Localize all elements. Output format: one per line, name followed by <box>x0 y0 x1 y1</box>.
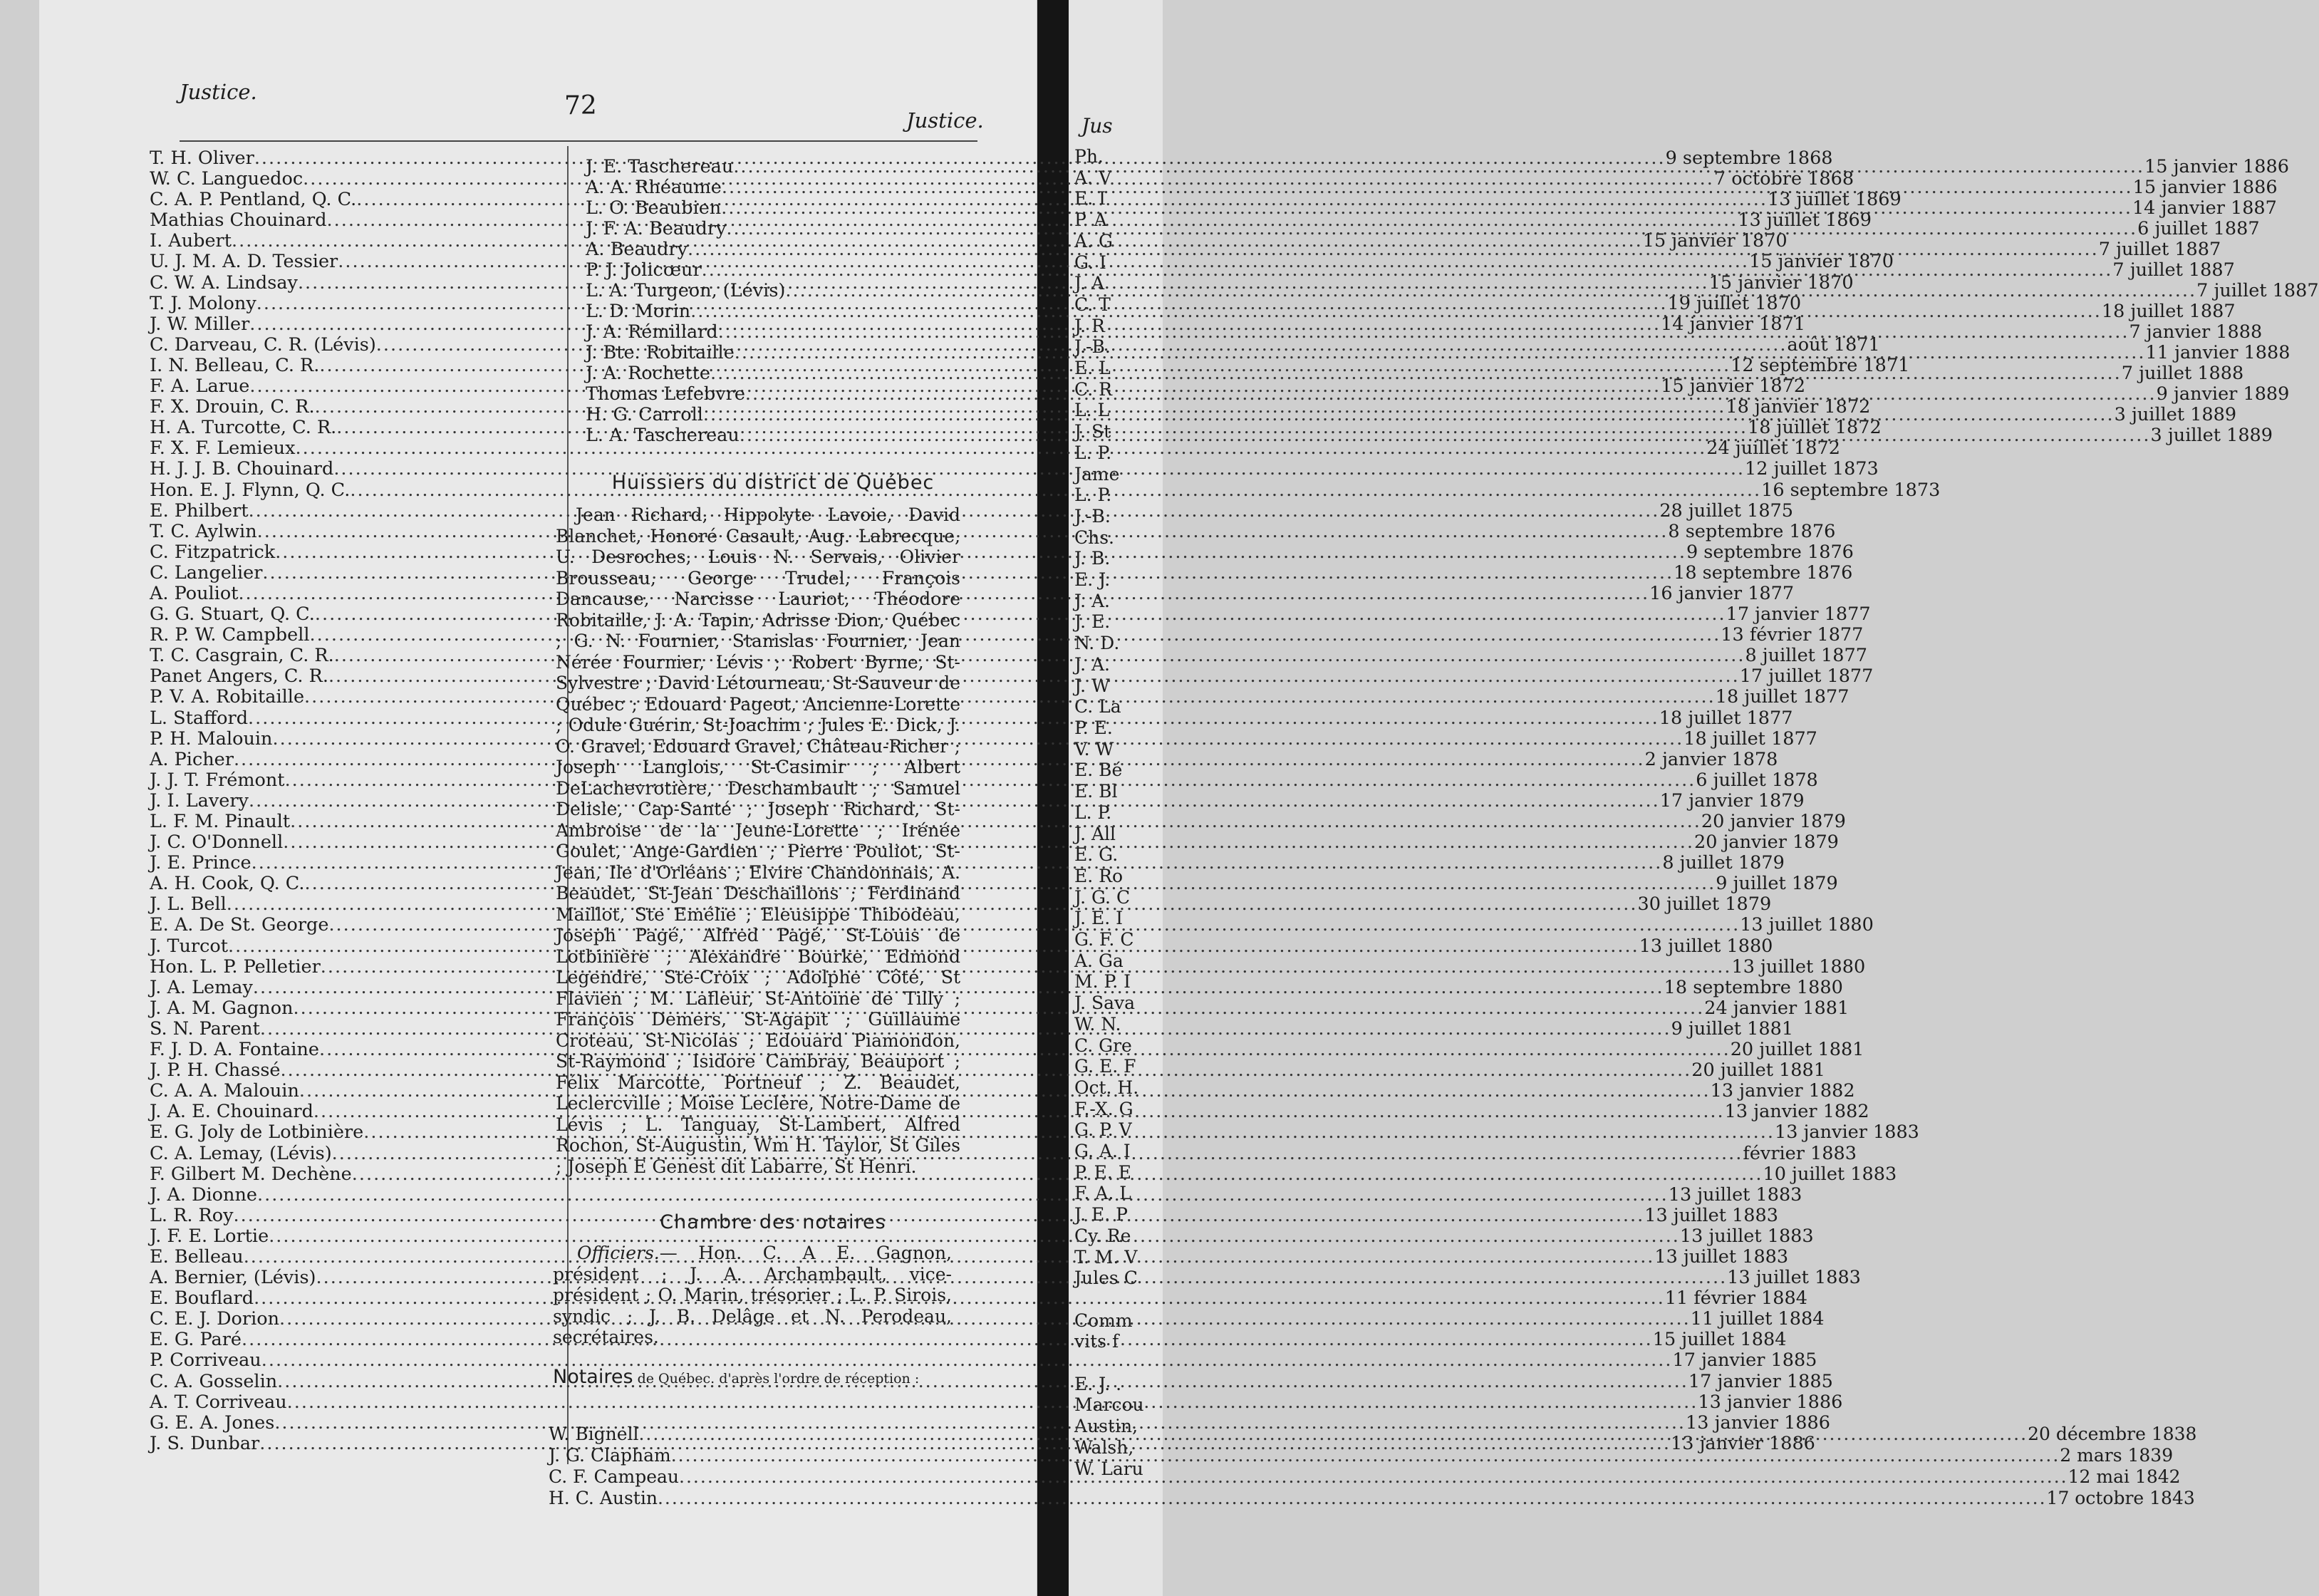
dot-leader <box>287 1392 1698 1413</box>
entry-name: C. Fitzpatrick <box>150 541 276 563</box>
entry-name: U. J. M. A. D. Tessier <box>150 251 338 273</box>
dot-leader <box>310 625 1721 646</box>
entry-date: 20 janvier 1879 <box>1693 831 1839 854</box>
entry-name: P. J. Jolicœur <box>586 259 702 281</box>
entry-name: A. A. Rhéaume <box>586 177 722 198</box>
entry-name: C. A. P. Pentland, Q. C. <box>150 189 357 211</box>
entry-date: 17 janvier 1885 <box>1672 1349 1817 1372</box>
entry-name: L. A. Turgeon, (Lévis) <box>586 280 786 301</box>
entry-date: 13 juillet 1880 <box>1639 935 1773 957</box>
entry-date: 12 mai 1842 <box>2068 1466 2181 1487</box>
dot-leader <box>272 729 1684 750</box>
facing-line: C. T <box>1074 294 1111 315</box>
entry-date: 16 septembre 1873 <box>1761 479 1941 501</box>
entry-date: 11 janvier 1888 <box>2145 342 2291 363</box>
entry-date: 20 juillet 1881 <box>1730 1039 1864 1061</box>
dot-leader <box>710 363 2122 384</box>
dot-leader <box>721 198 2132 219</box>
chambre-title: Chambre des notaires <box>660 1211 886 1233</box>
entry-name: E. G. Joly de Lotbinière <box>150 1121 364 1144</box>
dot-leader <box>319 1040 1731 1060</box>
entry-name: J. P. H. Chassé <box>150 1059 281 1082</box>
dot-leader <box>283 832 1694 853</box>
entry-name: E. A. De St. George <box>150 914 329 936</box>
entry-date: 6 juillet 1878 <box>1696 769 1818 791</box>
dot-leader <box>688 239 2099 260</box>
entry-name: J. A. M. Gagnon <box>150 997 294 1019</box>
running-title-left: Justice. <box>180 80 257 104</box>
entry-date: 13 juillet 1883 <box>1727 1267 1861 1289</box>
entry-date: 9 septembre 1868 <box>1665 147 1833 169</box>
entry-date: 13 janvier 1883 <box>1774 1121 1919 1144</box>
entry-date: 8 juillet 1879 <box>1662 852 1785 874</box>
facing-line: Walsh, <box>1074 1436 1134 1458</box>
facing-line: G. P. V <box>1074 1119 1132 1141</box>
dot-leader <box>260 1019 1671 1040</box>
entry-date: 10 juillet 1883 <box>1763 1163 1897 1185</box>
entry-date: 11 février 1884 <box>1664 1287 1807 1310</box>
entry-name: J. F. E. Lortie <box>150 1225 269 1247</box>
entry-date: 13 juillet 1880 <box>1740 914 1874 936</box>
facing-line: F. A. L <box>1074 1183 1131 1204</box>
entry-name: J. E. Taschereau <box>586 156 734 177</box>
dot-leader <box>305 874 1716 894</box>
facing-line: J. R <box>1074 315 1105 336</box>
entry-date: 15 janvier 1870 <box>1748 251 1894 273</box>
entry-name: G. E. A. Jones <box>150 1411 275 1434</box>
dot-leader <box>275 542 1686 563</box>
entry-name: L. A. Taschereau <box>586 425 740 446</box>
entry-name: H. J. J. B. Chouinard <box>150 458 334 480</box>
huissiers-text: Jean Richard, Hippolyte Lavoie, David Blanchet, Honoré Casault, Aug. Labrecque, U. Desroches, Louis N. Servais, Olivier Brousseau, George Trudel, François Dancause, Narcisse Lauriot, Théodore Robitaille, J. A. Tapin, Adrisse Dion, Québec ; G. N. Fournier, Stanislas Fournier, Jean Nérée Fournier, Lévis ; Robert Byrne, St-Sylvestre ; David Létourneau, St-Sauveur de Québec ; Edouard Pageot, Ancienne-Lorette ; Odule Guérin, St-Joachim ; Jules E. Dick, J. O. Gravel, Edouard Gravel, Château-Richer ; Joseph Langlois, St-Casimir ; Albert DeLachevrotière, Deschambault ; Samuel Delisle, Cap-Santé ; Joseph Richard, St-Ambroise de la Jeune-Lorette ; Irénée Goulet, Ange-Gardien ; Pierre Pouliot, St-Jean, Ile d'Orléans ; Elvire Chandonnais, A. Beaudet, St-Jean Deschaillons ; Ferdinand Maillot, Ste Emélie ; Eleusippe Thibodeau, Joseph Pagé, Alfred Pagé, St-Louis de Lotbinière ; Alexandre Bourke, Edmond Legendre, Ste-Croix ; Adolphe Côté, St Flavien ; M. Lafleur, St-Antoine de Tilly ; François Demers, St-Agapit ; Guillaume Croteau, St-Nicolas ; Edouard Piamondon, St-Raymond ; Isidore Cambray, Beauport ; Félix Marcotte, Portneuf ; Z. Beaudet, Leclercville ; Moïse Leclère, Notre-Dame de Lévis ; L. Tanguay, St-Lambert, Alfred Rochon, St-Augustin, Wm H. Taylor, St Giles ; Joseph E Genest dit Labarre, St Henri. <box>556 504 960 1177</box>
dot-leader <box>299 1081 1711 1102</box>
facing-line: Comm <box>1074 1310 1133 1331</box>
entry-name: J. G. Clapham <box>549 1445 671 1466</box>
entry-name: J. C. O'Donnell <box>150 831 284 854</box>
entry-name: Panet Angers, C. R. <box>150 665 328 688</box>
huissiers-title: Huissiers du district de Québec <box>611 472 935 494</box>
entry-date: 17 octobre 1843 <box>2046 1488 2195 1508</box>
entry-date: août 1871 <box>1787 333 1880 356</box>
dot-leader <box>702 260 2113 281</box>
entry-name: E. G. Paré <box>150 1329 242 1351</box>
officiers-text: — Hon. C. A E. Gagnon, président ; J. A. Archambault, vice-président ; O. Marin, trésorier ; L. P. Sirois, syndic ; J. B. Delâge et N. Perodeau, secrétaires. <box>553 1243 952 1347</box>
facing-line: E. I <box>1074 188 1106 209</box>
entry-date: 15 janvier 1870 <box>1708 271 1854 294</box>
entry-name: A. Bernier, (Lévis) <box>150 1267 316 1289</box>
facing-line: L. L <box>1074 400 1110 421</box>
entry-date: 13 février 1877 <box>1721 624 1864 646</box>
notaire-entry <box>549 1488 2195 1509</box>
entry-date: 9 juillet 1881 <box>1671 1017 1794 1040</box>
facing-line: Marcou <box>1074 1394 1144 1416</box>
entry-date: 13 juillet 1883 <box>1644 1204 1778 1226</box>
facing-line: T. M. V <box>1074 1246 1138 1268</box>
entry-name: G. G. Stuart, Q. C. <box>150 603 315 626</box>
entry-date: 11 juillet 1884 <box>1690 1308 1825 1330</box>
entry-name: P. V. A. Robitaille <box>150 686 305 708</box>
dot-leader <box>285 770 1696 791</box>
entry-date: 8 septembre 1876 <box>1668 520 1836 542</box>
entry-name: C. F. Campeau <box>549 1466 680 1487</box>
entry-name: A. Pouliot <box>150 582 239 604</box>
entry-name: A. H. Cook, Q. C. <box>150 873 305 895</box>
dot-leader <box>262 563 1674 584</box>
chambre-officiers <box>553 1243 952 1348</box>
entry-date: 3 juillet 1889 <box>2114 404 2237 425</box>
entry-name: C. A. Gosselin <box>150 1370 278 1392</box>
dot-leader <box>328 915 1740 936</box>
entry-date: 7 juillet 1888 <box>2121 363 2244 384</box>
entry-date: 14 janvier 1871 <box>1661 313 1805 335</box>
entry-name: T. C. Casgrain, C. R. <box>150 645 334 667</box>
facing-line: Oct. H. <box>1074 1077 1139 1098</box>
entry-date: 15 juillet 1884 <box>1652 1329 1787 1351</box>
entry-name: L. R. Roy <box>150 1204 234 1226</box>
entry-name: J. Turcot <box>150 935 228 957</box>
entry-date: 7 juillet 1887 <box>2112 259 2235 281</box>
facing-line: A. V <box>1074 167 1112 188</box>
facing-line: G. A. I <box>1074 1141 1131 1162</box>
entry-name: W. Bignell <box>549 1424 639 1444</box>
entry-name: Mathias Chouinard <box>150 209 327 232</box>
entry-date: 13 juillet 1883 <box>1668 1183 1802 1206</box>
entry-date: 17 janvier 1885 <box>1688 1370 1833 1392</box>
entry-date: 18 juillet 1877 <box>1684 727 1817 750</box>
entry-date: 18 juillet 1877 <box>1715 686 1850 708</box>
facing-line: J. A. <box>1074 590 1110 611</box>
entry-name: W. C. Languedoc <box>150 168 304 190</box>
dot-leader <box>671 1445 2060 1466</box>
header-rule <box>180 140 977 142</box>
facing-line: J. A <box>1074 273 1105 294</box>
entry-name: H. A. Turcotte, C. R. <box>150 417 337 439</box>
facing-line: J. All <box>1074 823 1116 844</box>
entry-name: H. G. Carroll <box>586 404 703 425</box>
dot-leader <box>334 646 1745 666</box>
entry-date: 13 janvier 1886 <box>1698 1391 1843 1413</box>
dot-leader <box>785 281 2196 301</box>
facing-line: E. G. <box>1074 844 1119 866</box>
entry-date: 18 janvier 1872 <box>1726 396 1871 418</box>
left-list-entry <box>150 582 1795 604</box>
dot-leader <box>290 812 1701 832</box>
facing-line: J.-B. <box>1074 336 1111 358</box>
entry-date: 3 juillet 1889 <box>2150 425 2273 446</box>
dot-leader <box>315 604 1726 625</box>
facing-line: Cy. Re <box>1074 1225 1131 1246</box>
facing-line: J. W <box>1074 675 1110 696</box>
facing-line: F.-X. G <box>1074 1098 1133 1119</box>
dot-leader <box>313 1102 1725 1122</box>
facing-line: E. J. . <box>1074 1373 1122 1394</box>
entry-date: 18 septembre 1880 <box>1664 976 1843 998</box>
entry-name: F. X. Drouin, C. R. <box>150 396 315 418</box>
notaires-title: Notaires <box>553 1366 633 1388</box>
dot-leader <box>722 177 2133 198</box>
facing-running-title: Jus <box>1081 114 1113 138</box>
facing-line: A. Ga <box>1074 950 1124 971</box>
facing-line: vits f <box>1074 1331 1119 1352</box>
entry-date: 6 juillet 1887 <box>2137 218 2260 239</box>
entry-date: 14 janvier 1887 <box>2132 197 2277 219</box>
facing-line: E. L <box>1074 358 1111 379</box>
facing-line: A. G <box>1074 230 1113 252</box>
officiers-label: Officiers. <box>577 1243 660 1263</box>
entry-name: Hon. L. P. Pelletier <box>150 955 321 978</box>
notaires-subtitle: de Québec. d'après l'ordre de réception : <box>637 1371 920 1387</box>
entry-name: L. Stafford <box>150 707 249 729</box>
facing-line: W. N. <box>1074 1013 1121 1035</box>
entry-name: L. D. Morin <box>586 301 691 322</box>
entry-date: février 1883 <box>1743 1142 1857 1164</box>
entry-name: Thomas Lefebvre <box>586 383 745 405</box>
facing-line: L. P. <box>1074 484 1112 506</box>
facing-line: E. Bl <box>1074 781 1118 802</box>
dot-leader <box>735 343 2146 363</box>
entry-date: 7 janvier 1888 <box>2129 321 2263 343</box>
facing-line: C. La <box>1074 696 1121 717</box>
entry-date: 24 janvier 1881 <box>1704 997 1850 1019</box>
dot-leader <box>638 1424 2028 1445</box>
entry-name: C. A. A. Malouin <box>150 1080 299 1102</box>
entry-name: J. Bte. Robitaille <box>586 342 735 363</box>
facing-line: P. A <box>1074 209 1107 231</box>
entry-date: 19 juillet 1870 <box>1667 292 1802 314</box>
entry-date: 28 juillet 1875 <box>1659 499 1794 522</box>
entry-date: 2 janvier 1878 <box>1644 748 1778 770</box>
entry-name: J. A. Rochette <box>586 363 711 384</box>
left-list-entry <box>150 1287 1807 1310</box>
entry-name: T. H. Oliver <box>150 147 254 169</box>
facing-line: J. E. <box>1074 611 1111 633</box>
entry-date: 7 juillet 1887 <box>2196 280 2319 301</box>
entry-name: J. I. Lavery <box>150 789 249 812</box>
entry-date: 13 juillet 1869 <box>1738 209 1872 232</box>
dot-leader <box>321 957 1732 978</box>
entry-name: J. A. Lemay <box>150 976 253 998</box>
entry-date: 13 janvier 1886 <box>1686 1411 1830 1434</box>
entry-name: T. J. Molony <box>150 292 256 314</box>
entry-date: 7 octobre 1868 <box>1713 168 1854 190</box>
facing-line: L. P. <box>1074 802 1112 823</box>
dot-leader <box>690 301 2102 322</box>
entry-date: 15 janvier 1872 <box>1661 375 1806 398</box>
entry-name: A. Beaudry <box>586 239 688 260</box>
entry-name: C. A. Lemay, (Lévis) <box>150 1142 332 1164</box>
facing-line: C. Gre <box>1074 1035 1132 1056</box>
entry-name: E. Bouflard <box>150 1287 254 1310</box>
dot-leader <box>328 666 1740 687</box>
facing-line: W. Laru <box>1074 1458 1143 1479</box>
entry-name: L. O. Beaubien <box>586 197 722 219</box>
facing-line: G. E. F <box>1074 1056 1136 1077</box>
facing-line: J. E. P <box>1074 1204 1128 1226</box>
entry-date: 16 janvier 1877 <box>1649 582 1795 604</box>
entry-name: A. T. Corriveau <box>150 1391 287 1413</box>
entry-name: C. E. J. Dorion <box>150 1308 280 1330</box>
entry-name: C. Langelier <box>150 561 263 584</box>
entry-date: 13 janvier 1882 <box>1724 1101 1869 1123</box>
entry-name: A. Picher <box>150 748 234 770</box>
entry-date: 15 janvier 1886 <box>2144 156 2289 177</box>
dot-leader <box>745 384 2157 405</box>
entry-date: 18 septembre 1876 <box>1674 561 1853 584</box>
dot-leader <box>350 480 1761 501</box>
entry-date: 20 décembre 1838 <box>2028 1424 2197 1444</box>
facing-line: J. G. C <box>1074 886 1131 908</box>
facing-line: J. B. <box>1074 548 1111 569</box>
entry-name: F. Gilbert M. Dechène <box>150 1163 352 1185</box>
entry-name: J. W. Miller <box>150 313 250 335</box>
entry-name: C. W. A. Lindsay <box>150 271 298 294</box>
entry-date: 20 janvier 1879 <box>1701 811 1846 832</box>
entry-date: 13 juillet 1880 <box>1731 955 1866 978</box>
dot-leader <box>281 1060 1692 1081</box>
notaires-heading <box>553 1368 952 1388</box>
entry-date: 18 juillet 1877 <box>1659 707 1793 729</box>
dot-leader <box>316 1268 1727 1288</box>
facing-line: V. W <box>1074 738 1114 760</box>
dot-leader <box>279 1309 1691 1330</box>
entry-name: H. C. Austin <box>549 1488 658 1508</box>
page-number: 72 <box>564 91 597 120</box>
entry-name: J. S. Dunbar <box>150 1432 260 1454</box>
running-title-right: Justice. <box>906 108 984 133</box>
entry-date: 13 juillet 1883 <box>1679 1225 1814 1247</box>
entry-name: E. Belleau <box>150 1245 244 1268</box>
entry-name: I. N. Belleau, C. R. <box>150 354 320 376</box>
facing-line: P. E. E <box>1074 1161 1132 1183</box>
entry-date: 30 juillet 1879 <box>1637 893 1772 916</box>
dot-leader <box>261 1350 1673 1371</box>
facing-line: Ph. <box>1074 146 1104 167</box>
facing-line: Austin, <box>1074 1416 1138 1437</box>
entry-date: 15 janvier 1870 <box>1642 230 1788 252</box>
facing-line: J. Sava <box>1074 993 1136 1014</box>
facing-line: J. E. I <box>1074 908 1123 929</box>
entry-date: 15 janvier 1886 <box>2132 177 2278 198</box>
entry-date: 13 juillet 1883 <box>1654 1245 1789 1268</box>
entry-date: 8 juillet 1877 <box>1745 645 1867 667</box>
entry-name: J. A. Dionne <box>150 1183 257 1206</box>
entry-date: 9 janvier 1889 <box>2156 383 2290 405</box>
facing-line: E. J. <box>1074 569 1111 591</box>
entry-date: 13 juillet 1869 <box>1768 189 1902 211</box>
facing-line: Chs. <box>1074 527 1115 548</box>
entry-date: 13 janvier 1882 <box>1710 1080 1855 1102</box>
entry-date: 9 juillet 1879 <box>1716 873 1838 895</box>
dot-leader <box>257 522 1669 542</box>
dot-leader <box>254 1288 1665 1309</box>
left-list-entry <box>150 1349 1817 1372</box>
dot-leader <box>733 157 2144 177</box>
facing-line: G. I <box>1074 252 1106 273</box>
dot-leader <box>703 405 2115 425</box>
entry-date: 7 juillet 1887 <box>2098 239 2221 260</box>
facing-line: J.-B. <box>1074 505 1111 527</box>
dot-leader <box>718 322 2129 343</box>
entry-name: S. N. Parent <box>150 1017 260 1040</box>
entry-date: 17 janvier 1879 <box>1659 789 1805 812</box>
entry-date: 12 juillet 1873 <box>1745 458 1879 480</box>
entry-date: 18 juillet 1887 <box>2101 301 2236 322</box>
entry-name: C. Darveau, C. R. (Lévis) <box>150 333 376 356</box>
entry-name: P. Corriveau <box>150 1349 261 1372</box>
facing-line: L. P. <box>1074 442 1112 463</box>
facing-line: E. Bé <box>1074 760 1123 781</box>
dot-leader <box>726 219 2137 239</box>
dot-leader <box>740 425 2151 446</box>
dot-leader <box>294 998 1705 1019</box>
entry-date: 18 juillet 1872 <box>1747 417 1882 439</box>
entry-name: L. F. M. Pinault <box>150 811 291 832</box>
entry-name: R. P. W. Campbell <box>150 624 310 646</box>
entry-date: 17 janvier 1877 <box>1726 603 1871 626</box>
entry-name: T. C. Aylwin <box>150 520 257 542</box>
entry-name: F. A. Larue <box>150 375 250 398</box>
entry-name: F. J. D. A. Fontaine <box>150 1039 319 1061</box>
facing-line: P. E. <box>1074 717 1113 738</box>
entry-date: 17 juillet 1877 <box>1739 665 1874 688</box>
entry-name: P. H. Malouin <box>150 727 273 750</box>
entry-name: J. A. E. Chouinard <box>150 1101 313 1123</box>
dot-leader <box>679 1466 2068 1488</box>
entry-date: 13 janvier 1886 <box>1670 1432 1815 1454</box>
entry-name: I. Aubert <box>150 230 232 252</box>
entry-name: J. J. T. Frémont <box>150 769 285 791</box>
entry-name: E. Philbert <box>150 499 249 522</box>
entry-date: 9 septembre 1876 <box>1686 541 1854 563</box>
dot-leader <box>332 1144 1743 1164</box>
entry-date: 2 mars 1839 <box>2060 1445 2174 1466</box>
entry-date: 20 juillet 1881 <box>1691 1059 1825 1082</box>
facing-line: Jame <box>1074 463 1120 484</box>
facing-line: J. A. <box>1074 653 1110 675</box>
entry-name: J. A. Rémillard <box>586 321 718 343</box>
entry-name: J. L. Bell <box>150 893 227 916</box>
entry-name: F. X. F. Lemieux <box>150 437 296 460</box>
facing-line: C. R <box>1074 378 1112 400</box>
facing-line: G. F. C <box>1074 929 1134 950</box>
dot-leader <box>277 1372 1688 1392</box>
dot-leader <box>304 687 1716 708</box>
facing-line: Jules C <box>1074 1268 1138 1289</box>
dot-leader <box>658 1488 2047 1509</box>
dot-leader <box>257 1185 1669 1206</box>
facing-line: J. St <box>1074 421 1111 442</box>
entry-date: 24 juillet 1872 <box>1706 437 1840 460</box>
facing-line: M. P. I <box>1074 971 1131 993</box>
facing-line: E. Ro <box>1074 865 1124 886</box>
entry-date: 12 septembre 1871 <box>1731 354 1910 376</box>
dot-leader <box>333 459 1745 480</box>
entry-name: J. E. Prince <box>150 852 251 874</box>
entry-name: Hon. E. J. Flynn, Q. C. <box>150 479 351 501</box>
facing-line: N. D. <box>1074 633 1120 654</box>
entry-name: J. F. A. Beaudry <box>586 218 727 239</box>
